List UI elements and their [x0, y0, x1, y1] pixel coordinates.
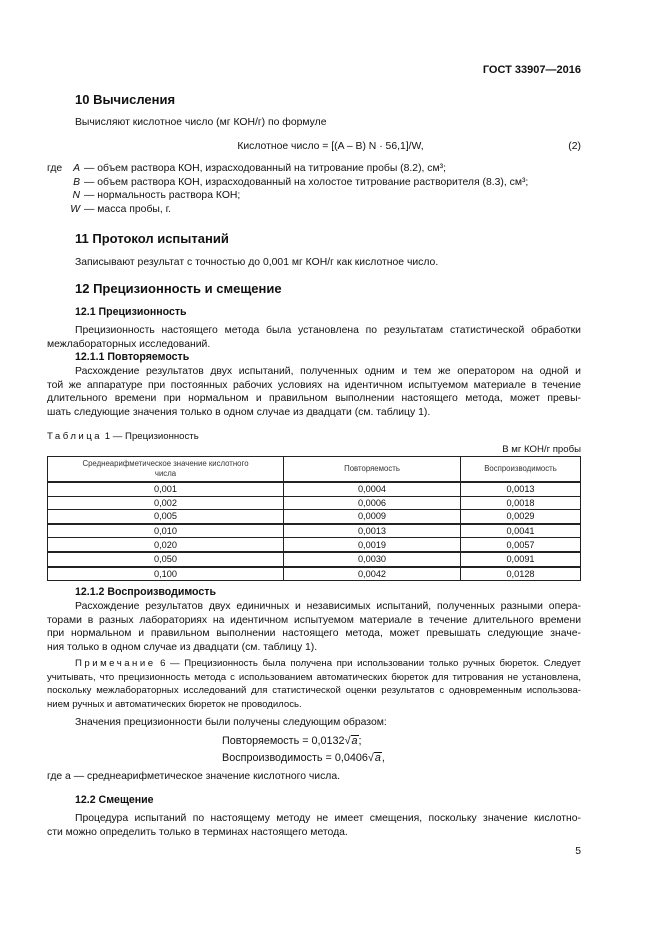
table-row	[48, 567, 581, 581]
cell-reproducibility: 0,0057	[461, 538, 581, 552]
formula-repeatability: Повторяемость = 0,0132√a;	[222, 735, 362, 747]
column-header-reproducibility: Воспроизводимость	[461, 457, 581, 483]
variable-symbol: A	[73, 163, 80, 174]
formula-reproducibility: Воспроизводимость = 0,0406√a,	[222, 752, 385, 764]
note-line	[75, 657, 581, 670]
paragraph-line: учитывать, что прецизионность метода с использованием автоматических бюреток для титрования не установлена,	[47, 671, 581, 683]
paragraph-line: длительного времени при нормальном и правильном выполнении настоящего метода, может превы-	[47, 393, 581, 405]
where-label: где	[47, 163, 63, 174]
formula-acid-number: Кислотное число = [(A – B) N · 56,1]/W,	[237, 141, 424, 152]
where-a-definition: где a — среднеарифметическое значение кислотного числа.	[47, 771, 341, 782]
paragraph-line: при нормальном и правильном выполнении настоящего метода, может превышать следующие значе-	[47, 628, 581, 640]
document-id: ГОСТ 33907—2016	[482, 64, 581, 76]
values-intro: Значения прецизионности были получены следующим образом:	[75, 717, 387, 728]
cell-repeatability: 0,0004	[284, 482, 461, 496]
cell-repeatability: 0,0030	[284, 552, 461, 567]
table-row	[48, 482, 581, 496]
formula-end: ,	[381, 752, 385, 764]
paragraph-line: торами в разных лабораториях на идентичном испытуемом материале в течение длительного времени	[47, 614, 581, 626]
paragraph-line: шать следующие значения только в одном случае из двадцати (см. таблицу 1).	[47, 407, 431, 419]
paragraph-line: той же аппаратуре при постоянных рабочих условиях на идентичном испытуемом материале в течение	[47, 379, 581, 391]
paragraph-line: сти можно определить только в терминах настоящего метода.	[47, 826, 348, 838]
cell-repeatability: 0,0009	[284, 510, 461, 524]
section-10-intro: Вычисляют кислотное число (мг КОН/г) по формуле	[75, 117, 327, 128]
cell-mean: 0,005	[48, 510, 284, 524]
cell-reproducibility: 0,0013	[461, 482, 581, 496]
table-row	[48, 524, 581, 538]
paragraph-line: межлабораторных исследований.	[47, 338, 211, 350]
column-header-repeatability: Повторяемость	[284, 457, 461, 483]
cell-reproducibility: 0,0041	[461, 524, 581, 538]
variable-description: — объем раствора КОН, израсходованный на титрование пробы (8.2), см³;	[84, 163, 446, 174]
formula-end: ;	[358, 735, 362, 747]
section-12-title: 12 Прецизионность и смещение	[75, 281, 282, 296]
table-caption	[47, 430, 199, 443]
precision-table	[47, 456, 581, 581]
cell-mean: 0,050	[48, 552, 284, 567]
formula-number: (2)	[568, 141, 581, 152]
note-line: 6 — Прецизионность была получена при использовании только ручных бюреток. Следует	[160, 658, 581, 669]
section-11-text: Записывают результат с точностью до 0,001 мг КОН/г как кислотное число.	[75, 257, 439, 268]
section-12-1-1-title: 12.1.1 Повторяемость	[75, 351, 190, 363]
table-row	[48, 496, 581, 510]
section-12-1-title: 12.1 Прецизионность	[75, 306, 187, 318]
table-caption-text: 1 — Прецизионность	[104, 431, 199, 442]
table-row	[48, 510, 581, 524]
table-caption-label: Таблица	[47, 431, 103, 442]
section-12-1-2-title: 12.1.2 Воспроизводимость	[75, 586, 216, 598]
cell-mean: 0,020	[48, 538, 284, 552]
cell-reproducibility: 0,0091	[461, 552, 581, 567]
paragraph-line: Расхождение результатов двух единичных и независимых испытаний, полученных разными опера-	[75, 601, 581, 612]
paragraph-line: Прецизионность настоящего метода была установлена по результатам статистической обработки	[75, 325, 581, 336]
paragraph-line: Процедура испытаний по настоящему методу не имеет смещения, поскольку значение кислотно-	[75, 813, 581, 824]
cell-reproducibility: 0,0029	[461, 510, 581, 524]
variable-symbol: W	[70, 204, 80, 216]
cell-repeatability: 0,0019	[284, 538, 461, 552]
formula-reproducibility-text: Воспроизводимость = 0,0406	[222, 752, 368, 764]
cell-reproducibility: 0,0018	[461, 496, 581, 510]
paragraph-line: нием ручных и автоматических бюреток не проводилось.	[47, 699, 302, 711]
formula-variable: a	[351, 735, 358, 747]
formula-variable: a	[374, 752, 381, 764]
paragraph-line: поскольку межлабораторных исследований для статистической оценки результатов с одновременным использова-	[47, 685, 581, 697]
cell-mean: 0,010	[48, 524, 284, 538]
table-row	[48, 538, 581, 552]
paragraph-line: ния только в одном случае из двадцати (см. таблицу 1).	[47, 642, 318, 654]
cell-mean: 0,100	[48, 567, 284, 581]
section-11-title: 11 Протокол испытаний	[75, 231, 229, 246]
column-header-mean: Среднеарифметическое значение кислотного числа	[48, 457, 284, 483]
paragraph-line: Расхождение результатов двух испытаний, полученных одним и тем же оператором на одной и	[75, 366, 581, 377]
cell-repeatability: 0,0013	[284, 524, 461, 538]
section-12-2-title: 12.2 Смещение	[75, 794, 154, 806]
variable-description: — объем раствора КОН, израсходованный на холостое титрование растворителя (8.3), см³;	[84, 176, 529, 188]
variable-symbol: B	[73, 176, 80, 188]
cell-mean: 0,001	[48, 482, 284, 496]
table-row	[48, 552, 581, 567]
table-unit: В мг КОН/г пробы	[502, 444, 581, 455]
cell-repeatability: 0,0006	[284, 496, 461, 510]
note-label: Примечание	[75, 658, 156, 669]
variable-symbol: N	[72, 190, 80, 202]
cell-repeatability: 0,0042	[284, 567, 461, 581]
cell-mean: 0,002	[48, 496, 284, 510]
page-number: 5	[575, 846, 581, 857]
formula-repeatability-text: Повторяемость = 0,0132	[222, 735, 345, 747]
section-10-title: 10 Вычисления	[75, 92, 176, 107]
cell-reproducibility: 0,0128	[461, 567, 581, 581]
variable-description: — масса пробы, г.	[84, 204, 172, 216]
variable-description: — нормальность раствора КОН;	[84, 190, 241, 202]
